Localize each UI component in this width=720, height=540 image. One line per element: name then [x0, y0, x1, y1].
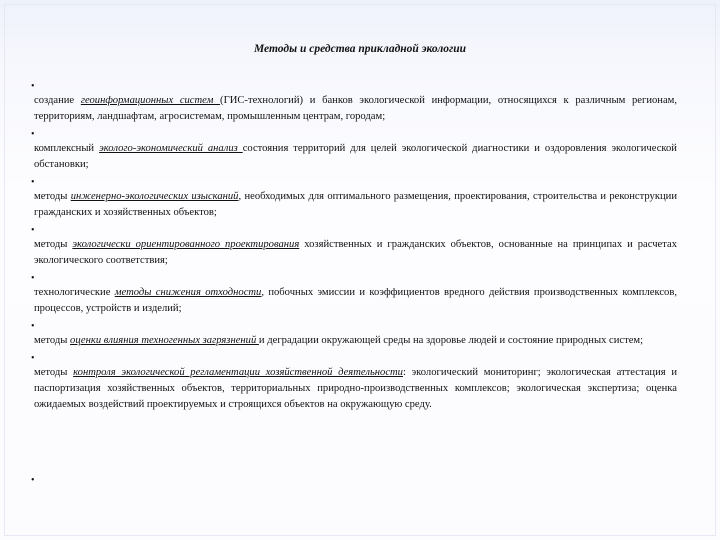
- slide-title: Методы и средства прикладной экологии: [253, 43, 467, 55]
- list-item-text: [34, 189, 677, 221]
- bullet-icon: •: [31, 321, 35, 332]
- item-suffix: хозяйственных и гражданских объектов, основанные на принципах и расчетах экологического соответствия;: [34, 239, 677, 266]
- item-term: геоинформационных систем: [80, 95, 221, 106]
- item-term: методы снижения отходности: [114, 287, 262, 298]
- item-prefix: методы: [34, 335, 71, 346]
- item-suffix: и деградации окружающей среды на здоровье людей и состояние природных систем;: [258, 335, 644, 346]
- item-prefix: технологические: [34, 287, 115, 298]
- list-item-text: [34, 93, 677, 125]
- list-item: [31, 321, 677, 349]
- bullet-icon: •: [31, 353, 35, 364]
- item-term: оценки влияния техногенных загрязнений: [70, 335, 259, 346]
- item-suffix: , необходимых для оптимального размещения, проектирования, строительства и реконструкции гражданских и хозяйственных объектов;: [34, 191, 677, 218]
- bullet-icon: •: [31, 177, 35, 188]
- item-suffix: , побочных эмиссии и коэффициентов вредного действия производственных комплексов, процессов, устройств и изделий;: [34, 287, 677, 314]
- item-prefix: методы: [34, 191, 71, 202]
- list-item-text: [34, 141, 677, 173]
- item-term: контроля экологической регламентации хозяйственной деятельности: [73, 367, 403, 378]
- item-prefix: создание: [34, 95, 81, 106]
- list-item-text: [34, 237, 677, 269]
- list-item: [31, 177, 677, 221]
- list-item-text: [34, 285, 677, 317]
- item-prefix: методы: [34, 239, 73, 250]
- bullet-icon: •: [31, 129, 35, 140]
- item-prefix: методы: [34, 367, 74, 378]
- list-item-text: [34, 365, 677, 413]
- item-term: экологически ориентированного проектирования: [72, 239, 300, 250]
- item-suffix: (ГИС-технологий) и банков экологической информации, относящихся к различным регионам, территориям, ландшафтам, агросистемам, промышленным центрам, городам;: [34, 95, 678, 122]
- bullet-icon: •: [31, 225, 35, 236]
- list-item: [31, 353, 677, 413]
- empty-bullet-icon: •: [31, 475, 35, 486]
- list-item: [31, 129, 677, 173]
- item-term: эколого-экономический анализ: [99, 143, 243, 154]
- item-suffix: состояния территорий для целей экологической диагностики и оздоровления экологической обстановки;: [34, 143, 677, 170]
- list-item-text: [34, 333, 677, 349]
- list-item: [31, 273, 677, 317]
- item-prefix: комплексный: [34, 143, 100, 154]
- bullet-icon: •: [31, 81, 35, 92]
- list-item: [31, 81, 678, 125]
- list-item: [31, 225, 677, 269]
- bullet-icon: •: [31, 273, 35, 284]
- item-suffix: : экологический мониторинг; экологическая аттестация и паспортизация хозяйственных объектов, территориальных природно-производственных комплексов; экологическая экспертиза; оценка ожидаемых воздействий проектируемых и строящихся объектов на окружающую среду.: [34, 367, 677, 410]
- item-term: инженерно-экологических изысканий: [70, 191, 239, 202]
- bullet-list: [31, 81, 678, 417]
